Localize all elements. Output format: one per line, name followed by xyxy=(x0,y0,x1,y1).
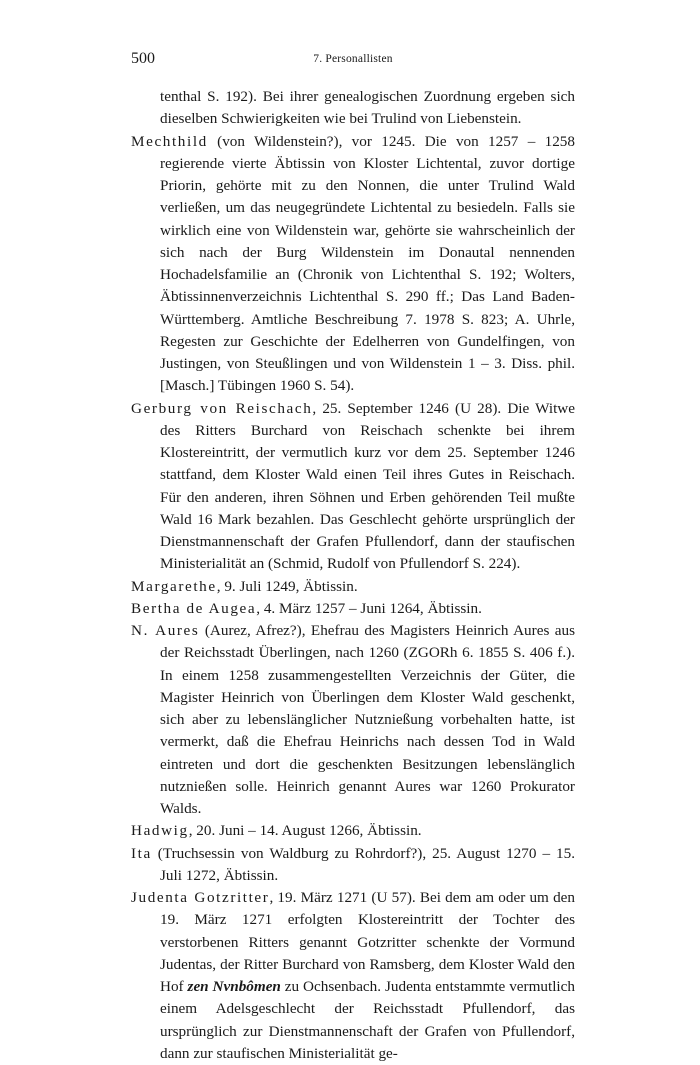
entry-text: tenthal S. 192). Bei ihrer genealogischen Zuordnung ergeben sich dieselben Schwierigkeiten wie bei Trulind von Liebenstein. xyxy=(160,88,575,128)
entry-hadwig xyxy=(131,820,575,842)
entry-name: Mechthild xyxy=(131,132,208,150)
entry-name: Gerburg von Reischach xyxy=(131,399,313,417)
entry-bertha-de-augea xyxy=(131,598,575,620)
entry-text: , 4. März 1257 – Juni 1264, Äbtissin. xyxy=(256,599,482,617)
entry-name: N. Aures xyxy=(131,622,200,639)
entry-name: Margarethe xyxy=(131,577,217,595)
entry-text: (Truchsessin von Waldburg zu Rohrdorf?), 25. August 1270 – 15. Juli 1272, Äbtissin. xyxy=(151,844,575,884)
page-number: 500 xyxy=(131,50,155,67)
entry-text: , 9. Juli 1249, Äbtissin. xyxy=(216,577,358,595)
entry-name: Bertha de Augea xyxy=(131,599,257,617)
text-body xyxy=(131,86,575,1065)
entry-text: zu Ochsenbach. Judenta entstammte vermutlich einem Adelsgeschlecht der Reichsstadt Pfullendorf, das ursprünglich zur Dienstmannenschaft der Grafen von Pfullendorf, dann zur staufischen Ministerialität ge- xyxy=(160,978,575,1062)
entry-text: , 19. März 1271 (U 57). Bei dem am oder um den 19. März 1271 erfolgten Klostereintritt der Tochter des verstorbenen Ritters genannt Gotzritter schenkte der Vormund Judentas, der Ritter Burchard von Ramsberg, dem Kloster Wald den Hof xyxy=(160,889,575,995)
entry-text: (Aurez, Afrez?), Ehefrau des Magisters Heinrich Aures aus der Reichsstadt Überlingen, nach 1260 (ZGORh 6. 1855 S. 406 f.). In einem 1258 zusammengestellten Verzeichnis der Güter, die Magister Heinrich von Überlingen dem Kloster Wald geschenkt, sich aber zu lebenslänglicher Nutznießung vorbehalten hatte, ist vermerkt, daß die Ehefrau Heinrichs nach dessen Tod in Wald eintreten und dort die geschenkten Besitzungen lebenslänglich nutznießen solle. Heinrich genannt Aures war 1260 Prokurator Walds. xyxy=(160,622,576,817)
entry-name: Judenta Gotzritter xyxy=(131,889,270,906)
emphasized-place-name: zen Nvnbômen xyxy=(187,978,281,995)
entry-name: Hadwig xyxy=(131,822,189,840)
entry-mechthild xyxy=(131,131,575,398)
entry-continuation xyxy=(131,86,575,131)
entry-text: (von Wildenstein?), vor 1245. Die von 1257 – 1258 regierende vierte Äbtissin von Kloster Lichtental, zuvor dortige Priorin, gehörte mit zu den Nonnen, die unter Trulind Wald verließen, um das neugegründete Lichtental zu besiedeln. Falls sie wirklich eine von Wildenstein war, gehörte sie wahrscheinlich der sich nach der Burg Wildenstein im Donautal nennenden Hochadelsfamilie an (Chronik von Lichtenthal S. 192; Wolters, Äbtissinnenverzeichnis Lichtenthal S. 290 ff.; Das Land Baden-Württemberg. Amtliche Beschreibung 7. 1978 S. 823; A. Uhrle, Regesten zur Geschichte der Edelherren von Gundelfingen, von Justingen, von Steußlingen und von Wildenstein 1 – 3. Diss. phil. [Masch.] Tübingen 1960 S. 54). xyxy=(160,132,575,395)
running-head: 7. Personallisten xyxy=(313,53,393,65)
entry-name: Ita xyxy=(131,844,152,862)
entry-judenta-gotzritter xyxy=(131,887,575,1065)
entry-margarethe xyxy=(131,576,575,598)
entry-text: , 20. Juni – 14. August 1266, Äbtissin. xyxy=(188,822,422,840)
entry-ita xyxy=(131,843,575,888)
page-header xyxy=(131,50,575,70)
entry-text: , 25. September 1246 (U 28). Die Witwe des Ritters Burchard von Reischach schenkte bei ihrem Klostereintritt, der vermutlich kurz vor dem 25. September 1246 stattfand, dem Kloster Wald einen Teil ihres Gutes in Reischach. Für den anderen, ihren Söhnen und Erben gehörenden Teil mußte Wald 16 Mark bezahlen. Das Geschlecht gehörte ursprünglich der Dienstmannenschaft der Grafen Pfullendorf, dann der staufischen Ministerialität an (Schmid, Rudolf von Pfullendorf S. 224). xyxy=(160,399,576,573)
entry-gerburg-von-reischach xyxy=(131,398,575,576)
entry-n-aures xyxy=(131,620,575,820)
